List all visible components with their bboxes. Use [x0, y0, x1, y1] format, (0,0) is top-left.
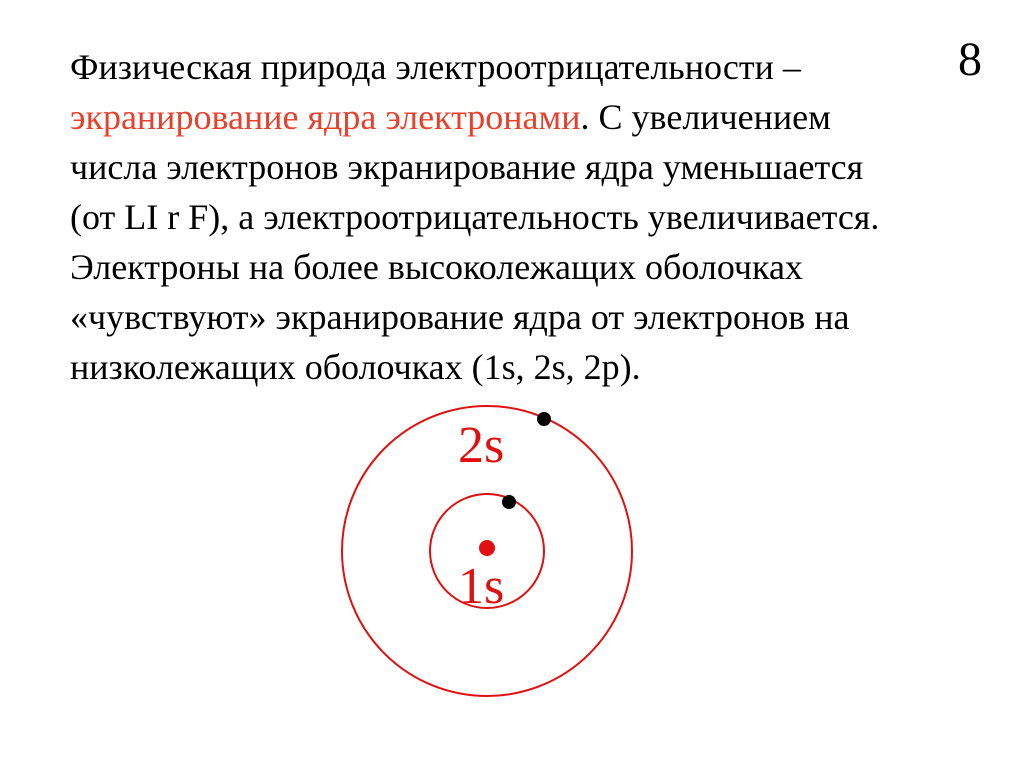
paragraph-line-2-rest: . С увеличением: [580, 97, 831, 137]
inner-orbit-label: 1s: [458, 558, 505, 615]
electron-inner: [502, 495, 516, 509]
paragraph-line-1: Физическая природа электроотрицательности –: [70, 47, 801, 87]
slide-number: 8: [958, 33, 982, 86]
paragraph-line-5: Электроны на более высоколежащих оболочках: [70, 247, 803, 287]
paragraph-line-6: «чувствуют» экранирование ядра от электронов на: [70, 297, 850, 337]
electron-outer: [537, 412, 551, 426]
outer-orbit-label: 2s: [458, 417, 505, 474]
paragraph-line-7: низколежащих оболочках (1s, 2s, 2p).: [70, 347, 641, 387]
highlighted-phrase: экранирование ядра электронами: [70, 97, 581, 137]
paragraph-line-3: числа электронов экранирование ядра уменьшается: [70, 147, 864, 187]
paragraph-line-4: (от LI r F), а электроотрицательность увеличивается.: [70, 197, 880, 237]
nucleus: [479, 540, 495, 556]
